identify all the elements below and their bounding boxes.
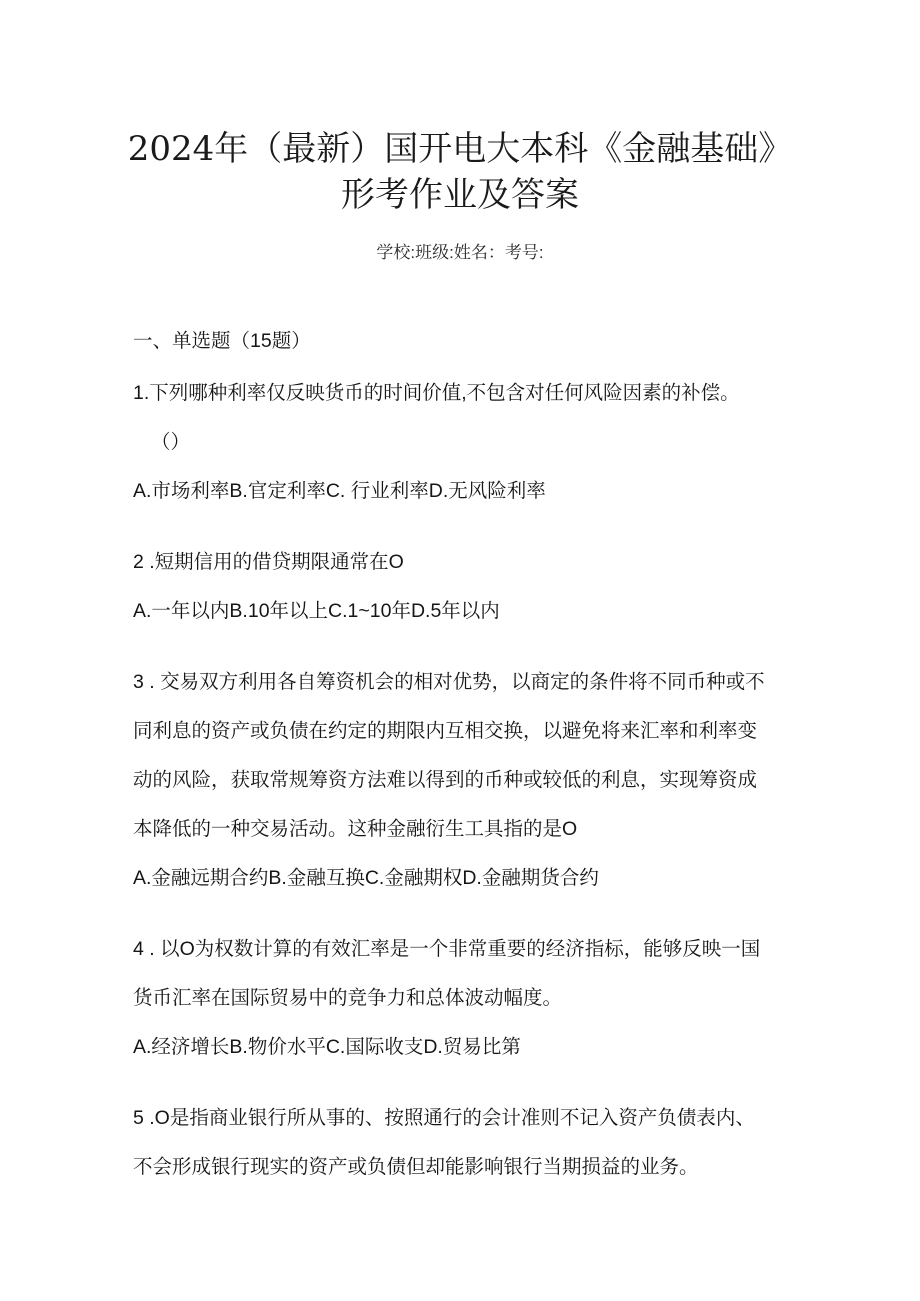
title-line-2: 形考作业及答案 [341,175,579,215]
document-title [0,126,920,218]
question-5-line-2: 不会形成银行现实的资产或负债但却能影响银行当期损益的业务。 [133,1156,699,1178]
question-2-line-1: 2 .短期信用的借贷期限通常在O [133,551,404,573]
question-3 [133,658,833,903]
question-2-options: A.一年以内B.10年以上C.1~10年D.5年以内 [133,600,500,622]
question-4-line-1: 4 . 以O为权数计算的有效汇率是一个非常重要的经济指标，能够反映一国 [133,938,761,960]
question-5 [133,1094,833,1192]
question-3-line-3: 动的风险，获取常规筹资方法难以得到的币种或较低的利息，实现筹资成 [133,769,758,791]
question-1 [133,369,833,516]
question-3-line-2: 同利息的资产或负债在约定的期限内互相交换，以避免将来汇率和利率变 [133,720,758,742]
section-heading: 一、单选题（15题） [133,330,311,352]
question-4 [133,925,833,1072]
question-3-line-1: 3 . 交易双方利用各自筹资机会的相对优势，以商定的条件将不同币种或不 [133,671,765,693]
question-2 [133,538,833,636]
student-info-line: 学校:班级:姓名：考号: [376,243,544,262]
document-body [133,317,833,1192]
title-line-1: 2024年（最新）国开电大本科《金融基础》 [127,129,793,169]
question-1-line-1: 1.下列哪种利率仅反映货币的时间价值,不包含对任何风险因素的补偿。 [133,382,740,404]
question-3-line-4: 本降低的一种交易活动。这种金融衍生工具指的是O [133,818,578,840]
question-1-options: A.市场利率B.官定利率C. 行业利率D.无风险利率 [133,480,546,502]
question-5-line-1: 5 .O是指商业银行所从事的、按照通行的会计准则不记入资产负债表内、 [133,1107,755,1129]
question-4-options: A.经济增长B.物价水平C.国际收支D.贸易比第 [133,1036,521,1058]
question-3-options: A.金融远期合约B.金融互换C.金融期权D.金融期货合约 [133,867,599,889]
question-1-answer-blank: （） [151,431,191,453]
question-4-line-2: 货币汇率在国际贸易中的竞争力和总体波动幅度。 [133,987,563,1009]
